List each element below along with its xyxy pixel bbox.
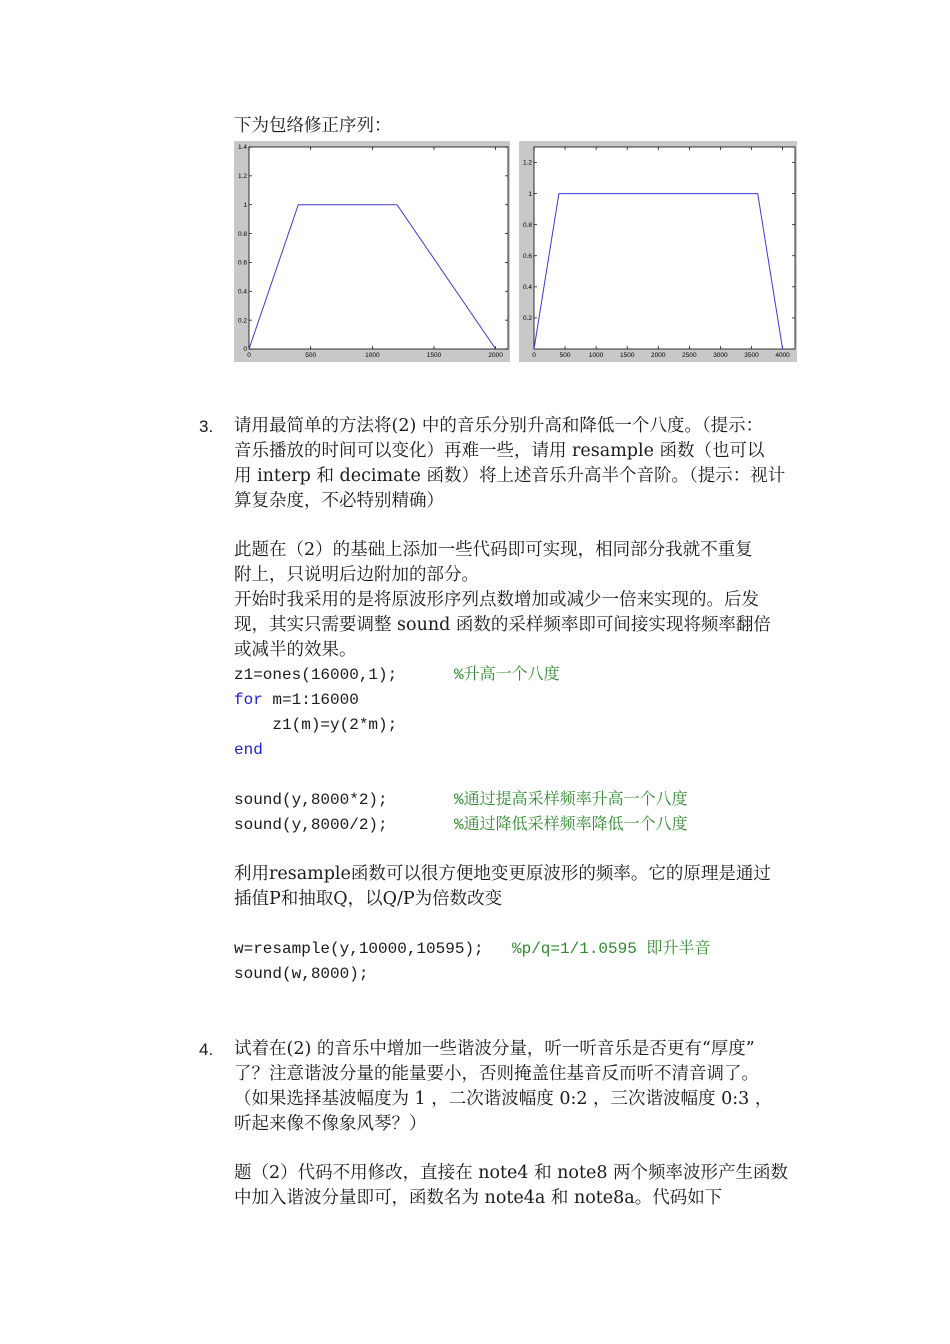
x-tick-label: 2500 bbox=[682, 352, 697, 359]
question-line: （如果选择基波幅度为 1 ，二次谐波幅度 0:2 ，三次谐波幅度 0:3 ， bbox=[234, 1089, 773, 1109]
section-3-answer bbox=[234, 538, 771, 663]
code-keyword: for bbox=[234, 691, 263, 709]
y-tick-label: 1 bbox=[243, 201, 247, 209]
x-tick-label: 500 bbox=[559, 352, 571, 359]
plot-area bbox=[534, 147, 795, 349]
code-block-octave-up bbox=[234, 663, 794, 763]
code-comment: %升高一个八度 bbox=[454, 666, 560, 684]
x-tick-label: 4000 bbox=[775, 352, 790, 359]
code-keyword: end bbox=[234, 741, 263, 759]
code-block-sound bbox=[234, 788, 794, 838]
text-line: 插值P和抽取Q，以Q/P为倍数改变 bbox=[234, 889, 503, 909]
section-4-answer bbox=[234, 1161, 788, 1211]
y-tick-label: 0.8 bbox=[522, 221, 532, 229]
code-line: sound(y,8000*2); bbox=[234, 791, 388, 809]
question-line: 听起来像不像象风琴？） bbox=[234, 1114, 427, 1134]
x-tick-label: 2000 bbox=[651, 352, 666, 359]
question-line: 音乐播放的时间可以变化）再难一些，请用 resample 函数（也可以 bbox=[234, 441, 765, 461]
x-tick-label: 0 bbox=[532, 352, 536, 359]
code-comment: %p/q=1/1.0595 即升半音 bbox=[512, 940, 711, 958]
x-tick-label: 2000 bbox=[488, 352, 503, 359]
question-line: 用 interp 和 decimate 函数）将上述音乐升高半个音阶。（提示：视计 bbox=[234, 466, 786, 486]
code-comment: %通过提高采样频率升高一个八度 bbox=[454, 791, 688, 809]
figure-caption: 下为包络修正序列： bbox=[234, 116, 392, 136]
x-tick-label: 3000 bbox=[713, 352, 728, 359]
question-line: 试着在(2) 的音乐中增加一些谐波分量，听一听音乐是否更有“厚度” bbox=[234, 1039, 755, 1059]
section-4-number: 4. bbox=[199, 1040, 214, 1059]
question-line: 请用最简单的方法将(2) 中的音乐分别升高和降低一个八度。（提示： bbox=[234, 416, 764, 436]
question-line: 了？注意谐波分量的能量要小，否则掩盖住基音反而听不清音调了。 bbox=[234, 1064, 759, 1084]
code-line: z1(m)=y(2*m); bbox=[234, 716, 398, 734]
y-tick-label: 0 bbox=[243, 346, 247, 354]
answer-line: 中加入谐波分量即可，函数名为 note4a 和 note8a。代码如下 bbox=[234, 1188, 723, 1208]
code-line: sound(y,8000/2); bbox=[234, 816, 388, 834]
envelope-chart-1-svg bbox=[234, 141, 510, 362]
answer-line: 此题在（2）的基础上添加一些代码即可实现，相同部分我就不重复 bbox=[234, 540, 753, 560]
code-block-resample bbox=[234, 937, 794, 987]
question-line: 算复杂度，不必特别精确） bbox=[234, 491, 444, 511]
section-3-question bbox=[234, 414, 785, 514]
y-tick-label: 0.6 bbox=[237, 259, 247, 267]
answer-line: 或减半的效果。 bbox=[234, 640, 357, 660]
x-tick-label: 1000 bbox=[588, 352, 604, 359]
x-tick-label: 500 bbox=[305, 352, 317, 359]
code-line: w=resample(y,10000,10595); bbox=[234, 940, 484, 958]
answer-line: 现，其实只需要调整 sound 函数的采样频率即可间接实现将频率翻倍 bbox=[234, 615, 771, 635]
code-line: z1=ones(16000,1); bbox=[234, 666, 398, 684]
answer-line: 题（2）代码不用修改，直接在 note4 和 note8 两个频率波形产生函数 bbox=[234, 1163, 789, 1183]
x-tick-label: 1500 bbox=[426, 352, 442, 359]
y-tick-label: 0.6 bbox=[522, 252, 532, 260]
code-line: m=1:16000 bbox=[262, 691, 359, 709]
code-comment: %通过降低采样频率降低一个八度 bbox=[454, 816, 688, 834]
x-tick-label: 1000 bbox=[365, 352, 380, 359]
y-tick-label: 1.2 bbox=[522, 159, 532, 167]
section-4-question bbox=[234, 1037, 772, 1137]
answer-line: 附上，只说明后边附加的部分。 bbox=[234, 565, 479, 585]
y-tick-label: 0.2 bbox=[522, 315, 532, 323]
y-tick-label: 0.8 bbox=[237, 230, 247, 238]
resample-explanation bbox=[234, 862, 771, 912]
y-tick-label: 0.4 bbox=[237, 288, 247, 296]
answer-line: 开始时我采用的是将原波形序列点数增加或减少一倍来实现的。后发 bbox=[234, 590, 759, 610]
text-line: 利用resample函数可以很方便地变更原波形的频率。它的原理是通过 bbox=[234, 864, 771, 884]
envelope-chart-2-svg bbox=[519, 141, 797, 362]
code-line: sound(w,8000); bbox=[234, 965, 369, 983]
x-tick-label: 3500 bbox=[744, 352, 759, 359]
y-tick-label: 1 bbox=[528, 190, 532, 198]
y-tick-label: 1.2 bbox=[237, 173, 247, 181]
x-tick-label: 0 bbox=[247, 352, 251, 359]
envelope-chart-1 bbox=[234, 141, 510, 362]
envelope-chart-2 bbox=[519, 141, 797, 362]
y-tick-label: 1.4 bbox=[237, 144, 247, 152]
section-3-number: 3. bbox=[199, 417, 214, 436]
plot-area bbox=[249, 147, 508, 349]
y-tick-label: 0.4 bbox=[522, 284, 532, 292]
y-tick-label: 0.2 bbox=[237, 317, 247, 325]
x-tick-label: 1500 bbox=[619, 352, 635, 359]
